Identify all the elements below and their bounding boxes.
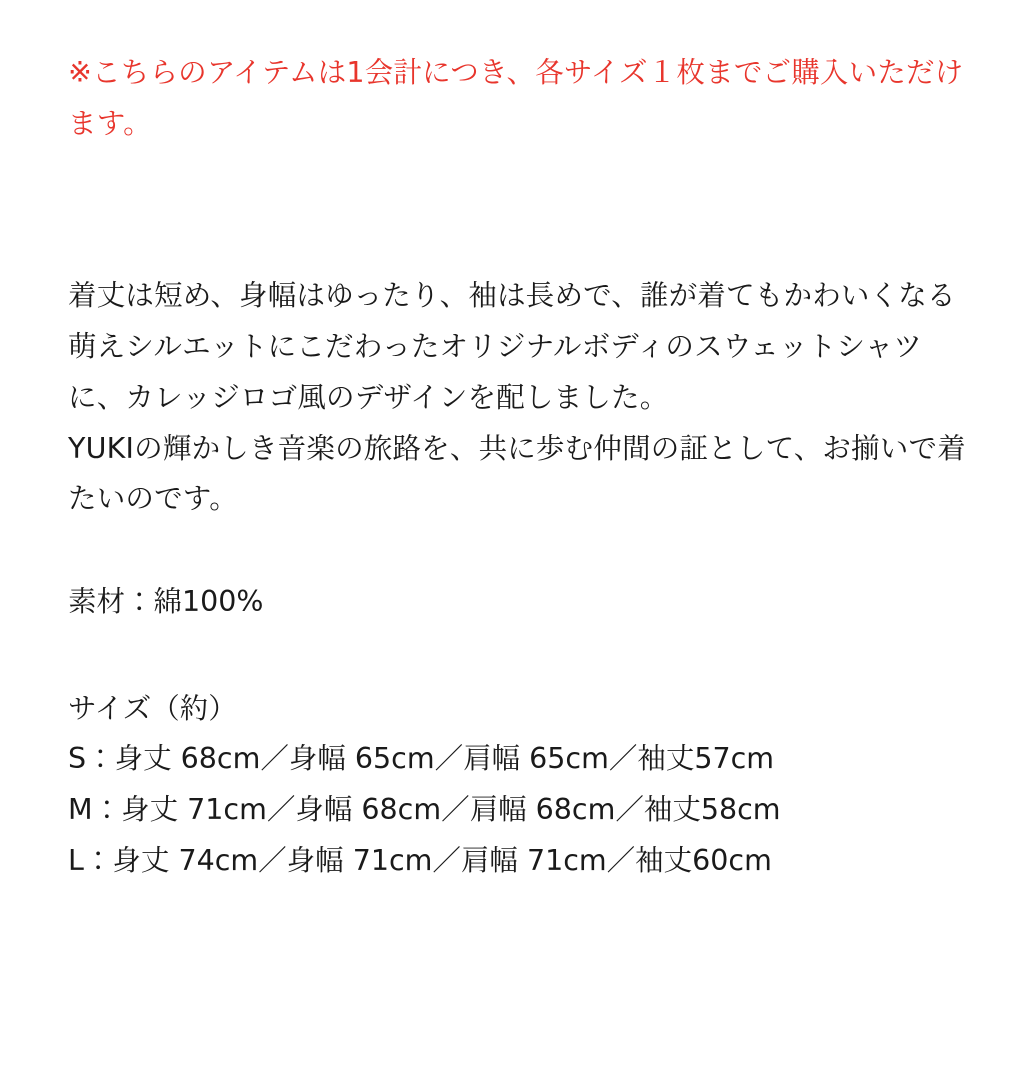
size-heading: サイズ（約）: [68, 691, 237, 725]
purchase-limit-notice: ※こちらのアイテムは1会計につき、各サイズ１枚までご購入いただけます。: [68, 56, 964, 140]
material-info: 素材：綿100%: [68, 585, 264, 619]
description-paragraph-1: 着丈は短め、身幅はゆったり、袖は長めで、誰が着てもかわいくなる萌えシルエットにこだわったオリジナルボディのスウェットシャツに、カレッジロゴ風のデザインを配しました。: [68, 279, 956, 414]
description-paragraph-2: YUKIの輝かしき音楽の旅路を、共に歩む仲間の証として、お揃いで着たいのです。: [68, 431, 966, 516]
spacer: [68, 628, 972, 684]
spacer: [68, 149, 972, 271]
size-line-s: S：身丈 68cm／身幅 65cm／肩幅 65cm／袖丈57cm: [68, 742, 775, 776]
spacer: [68, 525, 972, 577]
size-line-m: M：身丈 71cm／身幅 68cm／肩幅 68cm／袖丈58cm: [68, 793, 781, 827]
size-line-l: L：身丈 74cm／身幅 71cm／肩幅 71cm／袖丈60cm: [68, 843, 772, 877]
